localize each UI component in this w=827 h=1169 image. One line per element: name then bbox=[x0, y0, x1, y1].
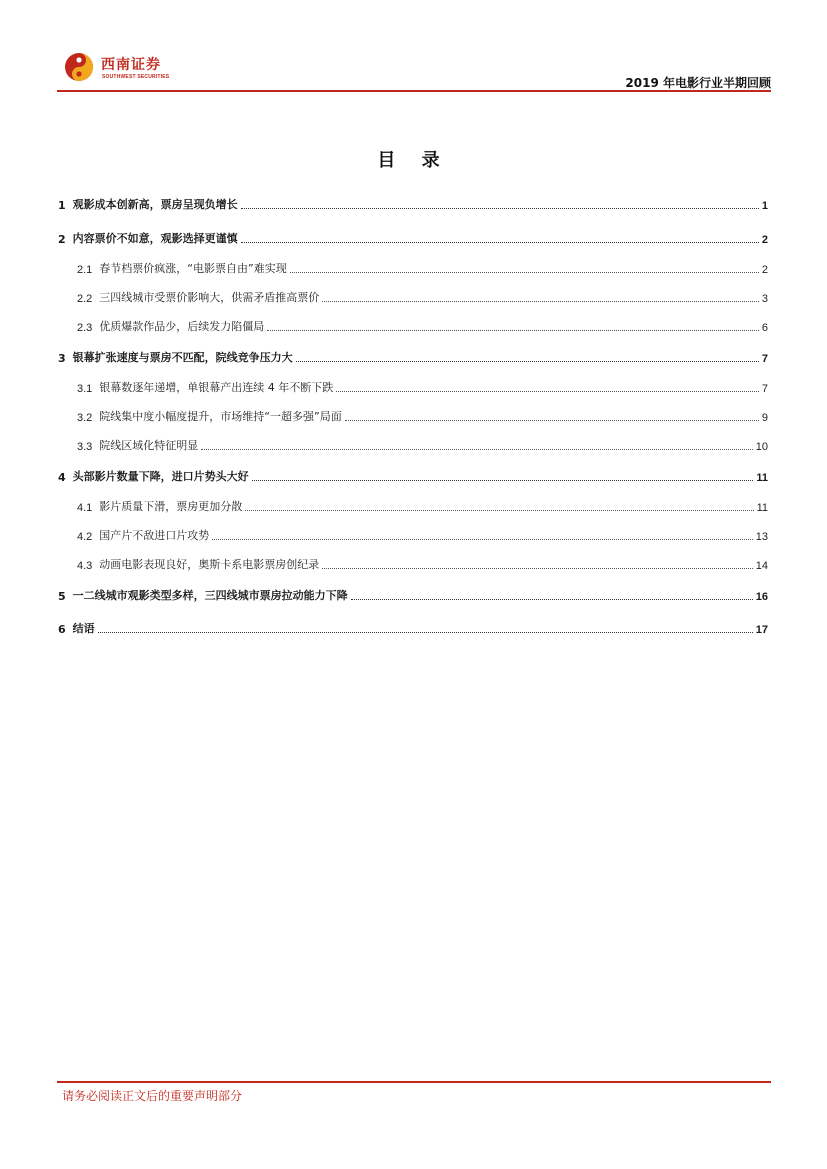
toc-entry-title: 国产片不敌进口片攻势 bbox=[99, 529, 210, 542]
toc-leader-dots bbox=[241, 241, 759, 243]
toc-leader-dots bbox=[267, 329, 759, 331]
toc-entry-page-number: 11 bbox=[756, 472, 768, 484]
toc-entry-page-number: 14 bbox=[755, 560, 768, 572]
toc-leader-dots bbox=[322, 567, 752, 569]
toc-entry-page-number: 2 bbox=[761, 264, 768, 276]
toc-entry-page-number: 17 bbox=[755, 624, 768, 636]
toc-entry[interactable] bbox=[58, 550, 768, 572]
toc-entry-page-number: 10 bbox=[755, 441, 768, 453]
header-divider bbox=[57, 90, 771, 92]
toc-entry-page-number: 6 bbox=[761, 322, 768, 334]
toc-entry-page-number: 2 bbox=[761, 234, 768, 246]
toc-entry-page-number: 9 bbox=[761, 412, 768, 424]
toc-entry-title: 动画电影表现良好，奥斯卡系电影票房创纪录 bbox=[99, 558, 320, 571]
toc-entry-number: 4 bbox=[58, 471, 66, 484]
footer-notice: 请务必阅读正文后的重要声明部分 bbox=[62, 1089, 243, 1103]
toc-leader-dots bbox=[201, 448, 752, 450]
toc-entry-number: 4.3 bbox=[77, 560, 93, 572]
toc-leader-dots bbox=[241, 207, 759, 209]
footer-divider bbox=[57, 1081, 771, 1083]
toc-entry[interactable] bbox=[58, 521, 768, 543]
toc-leader-dots bbox=[296, 360, 759, 362]
toc-leader-dots bbox=[322, 300, 759, 302]
toc-entry[interactable] bbox=[58, 224, 768, 246]
toc-entry-page-number: 16 bbox=[755, 591, 768, 603]
toc-entry-number: 3.2 bbox=[77, 412, 93, 424]
toc-leader-dots bbox=[351, 598, 753, 600]
toc-entry-page-number: 7 bbox=[761, 353, 768, 365]
toc-entry[interactable] bbox=[58, 402, 768, 424]
company-logo bbox=[63, 50, 183, 84]
toc-entry[interactable] bbox=[58, 581, 768, 603]
toc-entry-number: 2.1 bbox=[77, 264, 93, 276]
toc-entry-title: 院线区域化特征明显 bbox=[99, 439, 199, 452]
toc-leader-dots bbox=[212, 538, 752, 540]
toc-entry-number: 3.1 bbox=[77, 383, 93, 395]
toc-leader-dots bbox=[245, 509, 753, 511]
toc-entry-page-number: 7 bbox=[761, 383, 768, 395]
toc-entry-number: 4.1 bbox=[77, 502, 93, 514]
toc-entry-title: 三四线城市受票价影响大，供需矛盾推高票价 bbox=[99, 291, 320, 304]
toc-leader-dots bbox=[336, 390, 759, 392]
page-header bbox=[57, 48, 771, 92]
toc-entry-title: 银幕数逐年递增，单银幕产出连续 4 年不断下跌 bbox=[99, 381, 334, 394]
toc-entry[interactable] bbox=[58, 492, 768, 514]
toc-entry-title: 头部影片数量下降，进口片势头大好 bbox=[72, 470, 249, 483]
toc-entry-page-number: 11 bbox=[756, 502, 768, 514]
toc-heading: 目 录 bbox=[377, 150, 450, 171]
report-title: 2019 年电影行业半期回顾 bbox=[625, 76, 771, 90]
toc-leader-dots bbox=[252, 479, 754, 481]
toc-entry[interactable] bbox=[58, 190, 768, 212]
toc-entry-title: 影片质量下滑，票房更加分散 bbox=[99, 500, 243, 513]
toc-entry-title: 银幕扩张速度与票房不匹配，院线竞争压力大 bbox=[72, 351, 293, 364]
toc-entry-number: 6 bbox=[58, 623, 66, 636]
toc-entry[interactable] bbox=[58, 373, 768, 395]
toc-entry-number: 3.3 bbox=[77, 441, 93, 453]
toc-entry-number: 3 bbox=[58, 352, 66, 365]
toc-entry[interactable] bbox=[58, 283, 768, 305]
toc-entry-page-number: 13 bbox=[755, 531, 768, 543]
toc-entry[interactable] bbox=[58, 254, 768, 276]
logo-emblem-icon bbox=[63, 50, 97, 84]
toc-entry-title: 内容票价不如意，观影选择更谨慎 bbox=[72, 232, 238, 245]
toc-entry-number: 4.2 bbox=[77, 531, 93, 543]
toc-entry-page-number: 3 bbox=[761, 293, 768, 305]
toc-entry-title: 春节档票价疯涨，“电影票自由”难实现 bbox=[99, 262, 287, 275]
toc-entry-title: 院线集中度小幅度提升，市场维持“一超多强”局面 bbox=[99, 410, 342, 423]
toc-leader-dots bbox=[98, 631, 753, 633]
toc-entry-title: 一二线城市观影类型多样，三四线城市票房拉动能力下降 bbox=[72, 589, 348, 602]
toc-entry-number: 2.3 bbox=[77, 322, 93, 334]
logo-english-name: SOUTHWEST SECURITIES bbox=[102, 74, 170, 80]
toc-entry[interactable] bbox=[58, 431, 768, 453]
toc-entry[interactable] bbox=[58, 614, 768, 636]
toc-leader-dots bbox=[290, 271, 759, 273]
toc-leader-dots bbox=[345, 419, 759, 421]
toc-entry-title: 结语 bbox=[72, 622, 95, 635]
toc-entry-number: 5 bbox=[58, 590, 66, 603]
toc-entry-number: 2.2 bbox=[77, 293, 93, 305]
toc-entry[interactable] bbox=[58, 462, 768, 484]
toc-entry[interactable] bbox=[58, 312, 768, 334]
toc-entry[interactable] bbox=[58, 343, 768, 365]
toc-entry-number: 1 bbox=[58, 199, 66, 212]
toc-entry-title: 优质爆款作品少，后续发力陷僵局 bbox=[99, 320, 265, 333]
toc-entry-title: 观影成本创新高，票房呈现负增长 bbox=[72, 198, 238, 211]
toc-entry-number: 2 bbox=[58, 233, 66, 246]
toc-entry-page-number: 1 bbox=[761, 200, 768, 212]
logo-chinese-name: 西南证券 bbox=[101, 57, 161, 73]
